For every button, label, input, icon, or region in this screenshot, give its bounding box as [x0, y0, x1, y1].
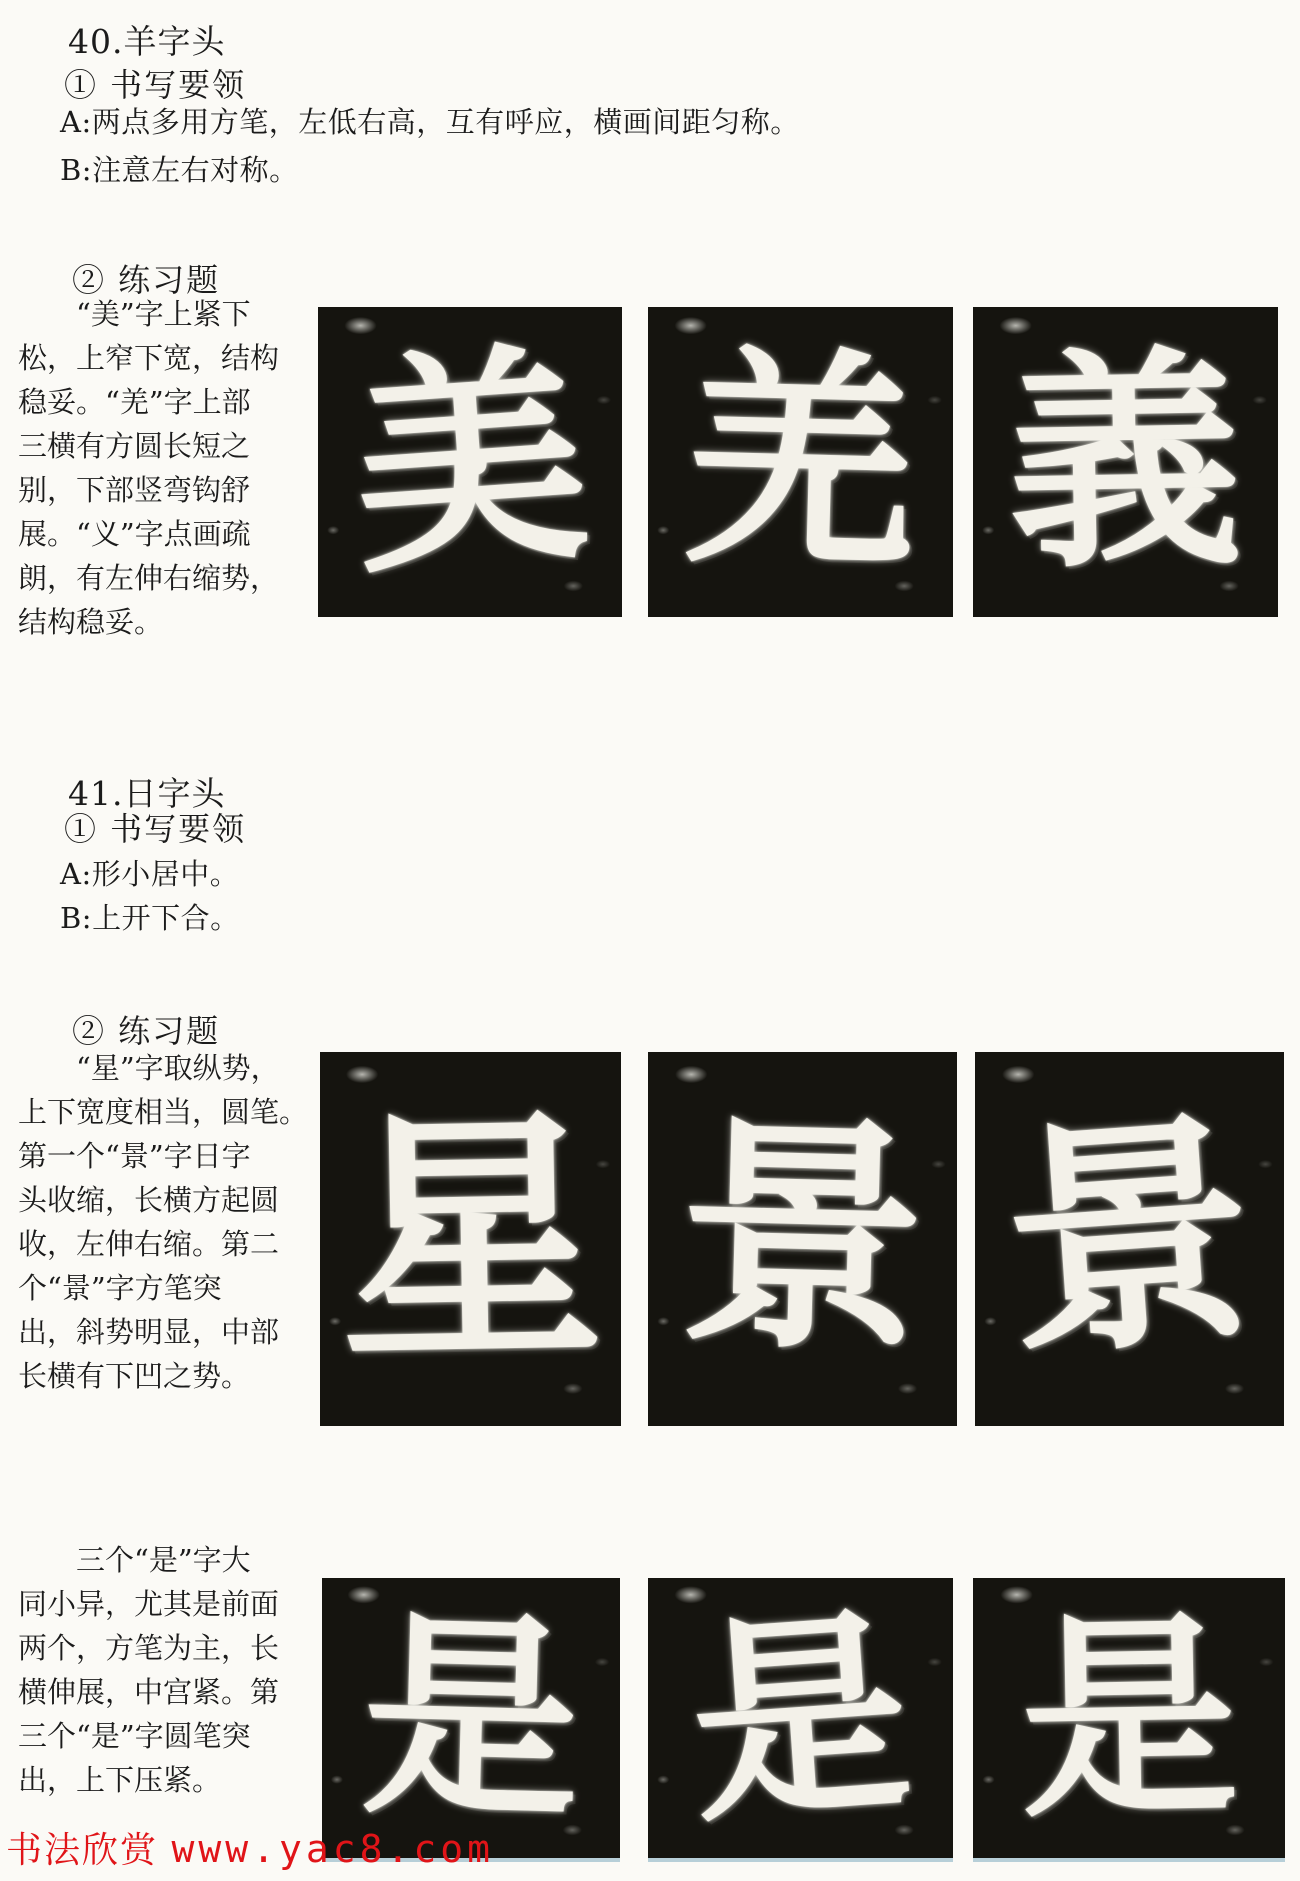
rubbing-character: 是 [683, 1583, 918, 1853]
section-41-essentials-heading: ① 书写要领 [64, 810, 247, 848]
rubbing-character: 羌 [680, 322, 921, 601]
rubbing-character: 是 [1018, 1589, 1240, 1847]
rubbing-character: 美 [344, 317, 596, 606]
rubbing-character: 義 [1007, 322, 1244, 601]
calligraphy-sample-shi-2 [648, 1578, 953, 1862]
paragraph-line: 个“景”字方笔突 [18, 1271, 222, 1305]
paragraph-line: 头收缩，长横方起圆 [18, 1183, 280, 1217]
paragraph-line: 三个“是”字圆笔突 [18, 1719, 251, 1753]
section-40-point-b: B:注意左右对称。 [60, 153, 299, 187]
paragraph-line: 横伸展，中宫紧。第 [18, 1675, 280, 1709]
paragraph-line: 出，上下压紧。 [18, 1763, 222, 1797]
section-41-practice-heading: ② 练习题 [72, 1012, 221, 1050]
calligraphy-sample-jing-2 [975, 1052, 1284, 1426]
calligraphy-sample-shi-3 [973, 1578, 1285, 1862]
calligraphy-sample-yi [973, 307, 1278, 617]
paragraph-line: 出，斜势明显，中部 [18, 1315, 280, 1349]
section-shi-paragraph [18, 1538, 283, 1802]
section-41-point-a: A:形小居中。 [60, 857, 240, 891]
section-40-practice-heading: ② 练习题 [72, 261, 221, 299]
calligraphy-sample-mei [318, 307, 622, 617]
paragraph-line: 三个“是”字大 [76, 1543, 251, 1577]
section-40-essentials-heading: ① 书写要领 [64, 66, 247, 104]
site-url: www.yac8.com [171, 1827, 495, 1871]
paragraph-line: 同小异，尤其是前面 [18, 1587, 280, 1621]
paragraph-line: “美”字上紧下 [76, 297, 251, 331]
footer-watermark [6, 1822, 494, 1873]
rubbing-character: 景 [675, 1090, 930, 1387]
site-name: 书法欣赏 [6, 1830, 159, 1871]
section-41-paragraph [18, 1046, 309, 1398]
section-41-title: 41.日字头 [68, 774, 226, 813]
paragraph-line: 三横有方圆长短之 [18, 429, 251, 463]
section-40-paragraph [18, 292, 283, 644]
calligraphy-sample-xing [320, 1052, 621, 1426]
rubbing-character: 是 [359, 1588, 583, 1848]
paragraph-line: 上下宽度相当，圆笔。 [18, 1095, 309, 1129]
paragraph-line: 朗，有左伸右缩势， [18, 561, 280, 595]
rubbing-character: 景 [996, 1085, 1263, 1392]
calligraphy-sample-qiang [648, 307, 953, 617]
calligraphy-sample-jing-1 [648, 1052, 957, 1426]
calligraphy-sample-shi-1 [322, 1578, 620, 1862]
paragraph-line: 松，上窄下宽，结构 [18, 341, 280, 375]
paragraph-line: “星”字取纵势， [76, 1051, 280, 1085]
paragraph-line: 结构稳妥。 [18, 605, 164, 639]
paragraph-line: 展。“义”字点画疏 [18, 517, 251, 551]
paragraph-line: 第一个“景”字日字 [18, 1139, 251, 1173]
paragraph-line: 别，下部竖弯钩舒 [18, 473, 251, 507]
section-40-point-a: A:两点多用方笔，左低右高，互有呼应，横画间距匀称。 [60, 105, 800, 139]
paragraph-line: 收，左伸右缩。第二 [18, 1227, 280, 1261]
section-41-point-b: B:上开下合。 [60, 901, 240, 935]
paragraph-line: 长横有下凹之势。 [18, 1359, 251, 1393]
section-40-title: 40.羊字头 [68, 22, 226, 61]
rubbing-character: 星 [336, 1082, 605, 1396]
paragraph-line: 两个，方笔为主，长 [18, 1631, 280, 1665]
paragraph-line: 稳妥。“羌”字上部 [18, 385, 251, 419]
